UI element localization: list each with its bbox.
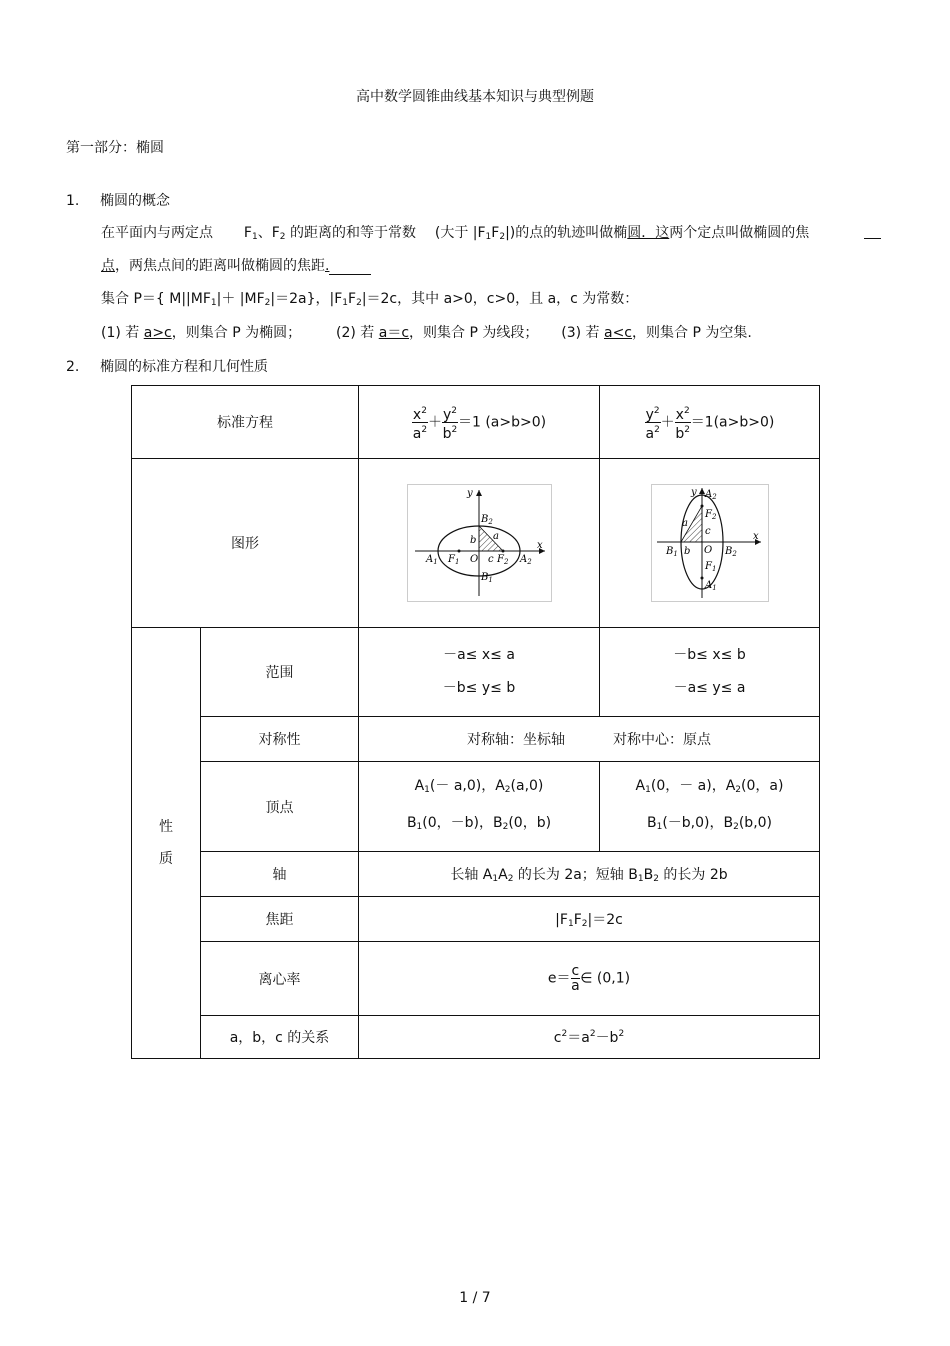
table-row [132, 1016, 820, 1059]
set-text: 集合 P＝{ M||MF [101, 291, 211, 307]
section-2-title: 椭圆的标准方程和几何性质 [100, 359, 268, 375]
case-condition: a>c [143, 325, 172, 341]
case-text: (1) 若 [101, 325, 144, 341]
axis-label: x [752, 531, 759, 542]
def-underlined: 点 [101, 258, 115, 274]
def-sub: 1 [485, 232, 492, 242]
frac: $\frac{c}{a}$ [571, 963, 580, 994]
table-row [132, 897, 820, 942]
section-1-heading [66, 190, 170, 210]
case-text: ，则集合 P 为空集. [632, 325, 752, 341]
def-text: F [243, 225, 252, 241]
set-sub: 1 [342, 298, 349, 308]
table-row [132, 942, 820, 1016]
set-cases [101, 322, 752, 342]
frac: $\frac{x^2}{a^2}$ [412, 405, 428, 442]
table-row [132, 386, 820, 459]
point-label: $B_1$ [665, 546, 678, 558]
axis-value: 长轴 $A_1A_2$ 的长为 2a；短轴 $B_1B_2$ 的长为 2b [359, 852, 820, 897]
focal-value: $|F_1F_2|=2c$ [359, 897, 820, 942]
case-text: ，则集合 P 为线段； [409, 325, 539, 341]
properties-char: 性 [159, 819, 173, 835]
eq-rest: ＝1(a>b>0) [690, 414, 775, 430]
range-vertical: －b≤ x≤ b －a≤ y≤ a [600, 628, 820, 717]
def-sub: 2 [279, 232, 286, 242]
ellipse-properties-table [131, 385, 820, 1059]
segment-label: c [704, 526, 711, 537]
def-text: (大于 |F [434, 225, 486, 241]
vertical-ellipse-figure [651, 484, 769, 602]
horizontal-ellipse-figure [407, 484, 552, 602]
fill-blank [329, 258, 371, 275]
point-label: $F_1$ [704, 561, 716, 573]
def-underlined: . [325, 258, 330, 274]
point-label: $B_1$ [480, 572, 493, 584]
vertex-label: 顶点 [201, 762, 359, 852]
point-label: $B_2$ [480, 514, 493, 526]
set-sub: 1 [210, 298, 217, 308]
table-row [132, 459, 820, 628]
table-row [132, 717, 820, 762]
def-text: ，两焦点间的距离叫做椭圆的焦距 [115, 258, 325, 274]
vertex-vertical: $A_1(0$，－ a)，$A_2(0$，a) $B_1(-b,0)$，$B_2(b,0)$ [600, 762, 820, 852]
point-label: $F_2$ [496, 554, 508, 566]
case-text: (2) 若 [336, 325, 379, 341]
section-1-number: 1. [66, 193, 80, 209]
std-eq-vertical [600, 386, 820, 459]
origin-label: O [703, 545, 712, 556]
range-horizontal: －a≤ x≤ a －b≤ y≤ b [359, 628, 600, 717]
eccentricity-label: 离心率 [201, 942, 359, 1016]
figure-label: 图形 [132, 459, 359, 628]
set-definition [101, 288, 638, 308]
def-text: |)的点的轨迹叫做椭 [505, 225, 628, 241]
axis-row-label: 轴 [201, 852, 359, 897]
set-sub: 2 [264, 298, 271, 308]
plus: ＋ [660, 414, 675, 430]
case-text: ，则集合 P 为椭圆； [171, 325, 302, 341]
table-row [132, 762, 820, 852]
case-condition: a<c [604, 325, 633, 341]
point-label: $A_2$ [519, 554, 532, 566]
point-label: $A_2$ [704, 489, 717, 501]
set-text: F [348, 291, 357, 307]
eccentricity-value: e＝ $\frac{c}{a}$ ∈ (0,1) [359, 942, 820, 1016]
part-title: 第一部分：椭圆 [66, 140, 164, 156]
point-label: $F_2$ [704, 509, 716, 521]
frac: $\frac{y^2}{b^2}$ [442, 405, 458, 442]
properties-char: 质 [159, 851, 173, 867]
symmetry-label: 对称性 [201, 717, 359, 762]
table-row [132, 628, 820, 717]
axis-label: y [690, 487, 697, 498]
origin-label: O [469, 554, 478, 565]
relation-value: $c^2=a^2-b^2$ [359, 1016, 820, 1059]
segment-label: a [681, 518, 688, 529]
case-condition: a＝c [378, 325, 410, 341]
symmetry-value: 对称轴：坐标轴 对称中心：原点 [359, 717, 820, 762]
segment-label: b [469, 535, 476, 546]
segment-label: c [487, 554, 494, 565]
fill-blank [864, 222, 881, 239]
case-text: (3) 若 [561, 325, 604, 341]
segment-label: b [683, 546, 690, 557]
def-text: 在平面内与两定点 [101, 225, 213, 241]
section-2-heading [66, 356, 268, 376]
document-title: 高中数学圆锥曲线基本知识与典型例题 [356, 89, 594, 105]
figure-horizontal-cell [359, 459, 600, 628]
std-eq-label: 标准方程 [132, 386, 359, 459]
axis-label: x [536, 540, 543, 551]
def-text: 、F [257, 225, 280, 241]
set-text: |＝2a}，|F [270, 291, 343, 307]
definition-line-1 [101, 222, 809, 242]
def-text: 两个定点叫做椭圆的焦 [669, 225, 810, 241]
frac: $\frac{y^2}{a^2}$ [645, 405, 660, 442]
set-sub: 2 [356, 298, 362, 308]
frac: $\frac{x^2}{b^2}$ [675, 405, 690, 442]
set-text: |＋ |MF [216, 291, 265, 307]
eq-rest: ＝1 (a>b>0) [457, 414, 547, 430]
relation-label: a，b，c 的关系 [201, 1016, 359, 1059]
properties-label [132, 628, 201, 1059]
point-label: $A_1$ [704, 580, 717, 592]
table-row [132, 852, 820, 897]
focal-label: 焦距 [201, 897, 359, 942]
def-text: 的距离的和等于常数 [285, 225, 416, 241]
def-sub: 2 [499, 232, 506, 242]
vertex-horizontal: $A_1(- a,0)$，$A_2(a,0)$ $B_1(0$，－b)，$B_2(0$，b) [359, 762, 600, 852]
figure-vertical-cell [600, 459, 820, 628]
def-text: F [491, 225, 500, 241]
def-underlined: 圆．这 [627, 225, 670, 241]
set-text: |＝2c，其中 a>0，c>0，且 a，c 为常数： [361, 291, 639, 307]
axis-label: y [466, 488, 473, 499]
point-label: $B_2$ [724, 546, 737, 558]
std-eq-horizontal [359, 386, 600, 459]
range-label: 范围 [201, 628, 359, 717]
definition-line-2 [101, 255, 371, 275]
segment-label: a [492, 531, 499, 542]
page-number: 1 / 7 [459, 1290, 491, 1306]
point-label: $F_1$ [447, 554, 459, 566]
point-label: $A_1$ [425, 554, 438, 566]
plus: ＋ [427, 414, 442, 430]
section-1-title: 椭圆的概念 [100, 193, 170, 209]
section-2-number: 2. [66, 359, 80, 375]
def-sub: 1 [251, 232, 258, 242]
